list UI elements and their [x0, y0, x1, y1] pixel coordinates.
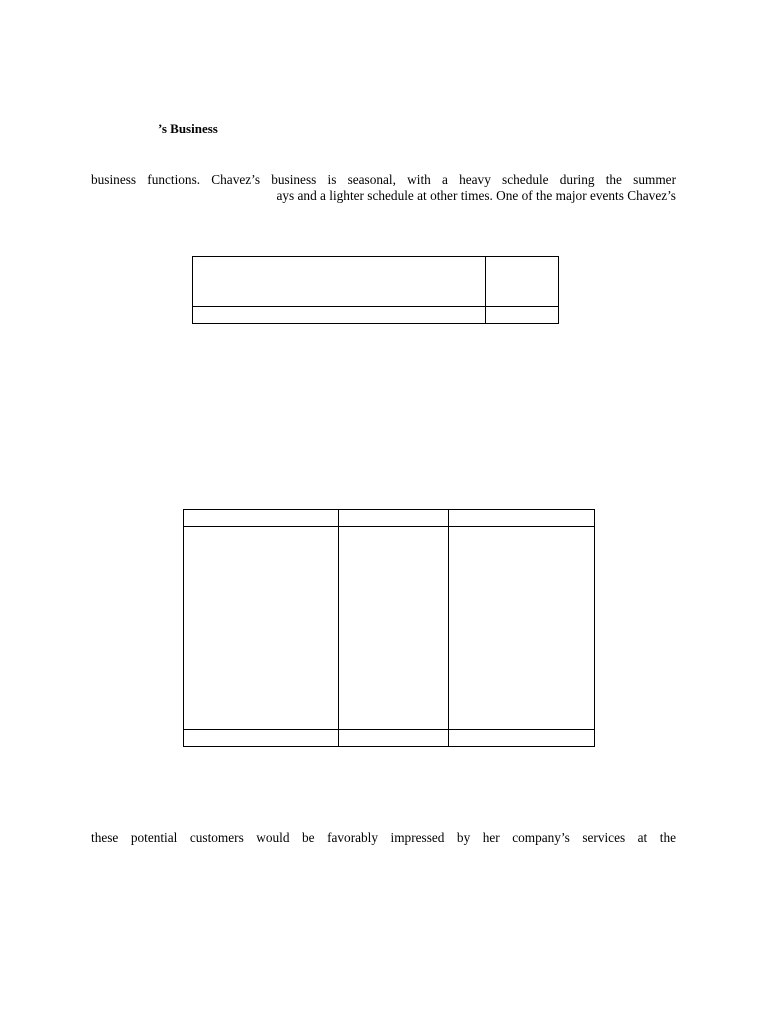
table-cell	[449, 527, 595, 730]
paragraph-2	[91, 830, 676, 846]
table-header-row	[184, 510, 595, 527]
table-cell	[193, 257, 486, 307]
paragraph-2-line-1: these potential customers would be favorably impressed by her company’s services at the	[91, 830, 676, 845]
table-1	[192, 256, 559, 324]
paragraph-1-line-1: business functions. Chavez’s business is seasonal, with a heavy schedule during the summer	[91, 172, 676, 187]
table-row	[193, 307, 559, 324]
table-row	[193, 257, 559, 307]
section-heading: ’s Business	[158, 121, 218, 136]
table-cell	[193, 307, 486, 324]
table-header-cell	[449, 510, 595, 527]
table-cell	[184, 730, 339, 747]
paragraph-1	[91, 172, 676, 204]
table-cell	[449, 730, 595, 747]
table-2	[183, 509, 595, 747]
table-total-row	[184, 730, 595, 747]
paragraph-1-line-2: ays and a lighter schedule at other times. One of the major events Chavez’s	[276, 188, 676, 203]
table-cell	[339, 527, 449, 730]
table-header-cell	[184, 510, 339, 527]
table-header-cell	[339, 510, 449, 527]
table-cell	[184, 527, 339, 730]
table-cell	[339, 730, 449, 747]
table-cell	[486, 257, 559, 307]
table-row	[184, 527, 595, 730]
table-cell	[486, 307, 559, 324]
